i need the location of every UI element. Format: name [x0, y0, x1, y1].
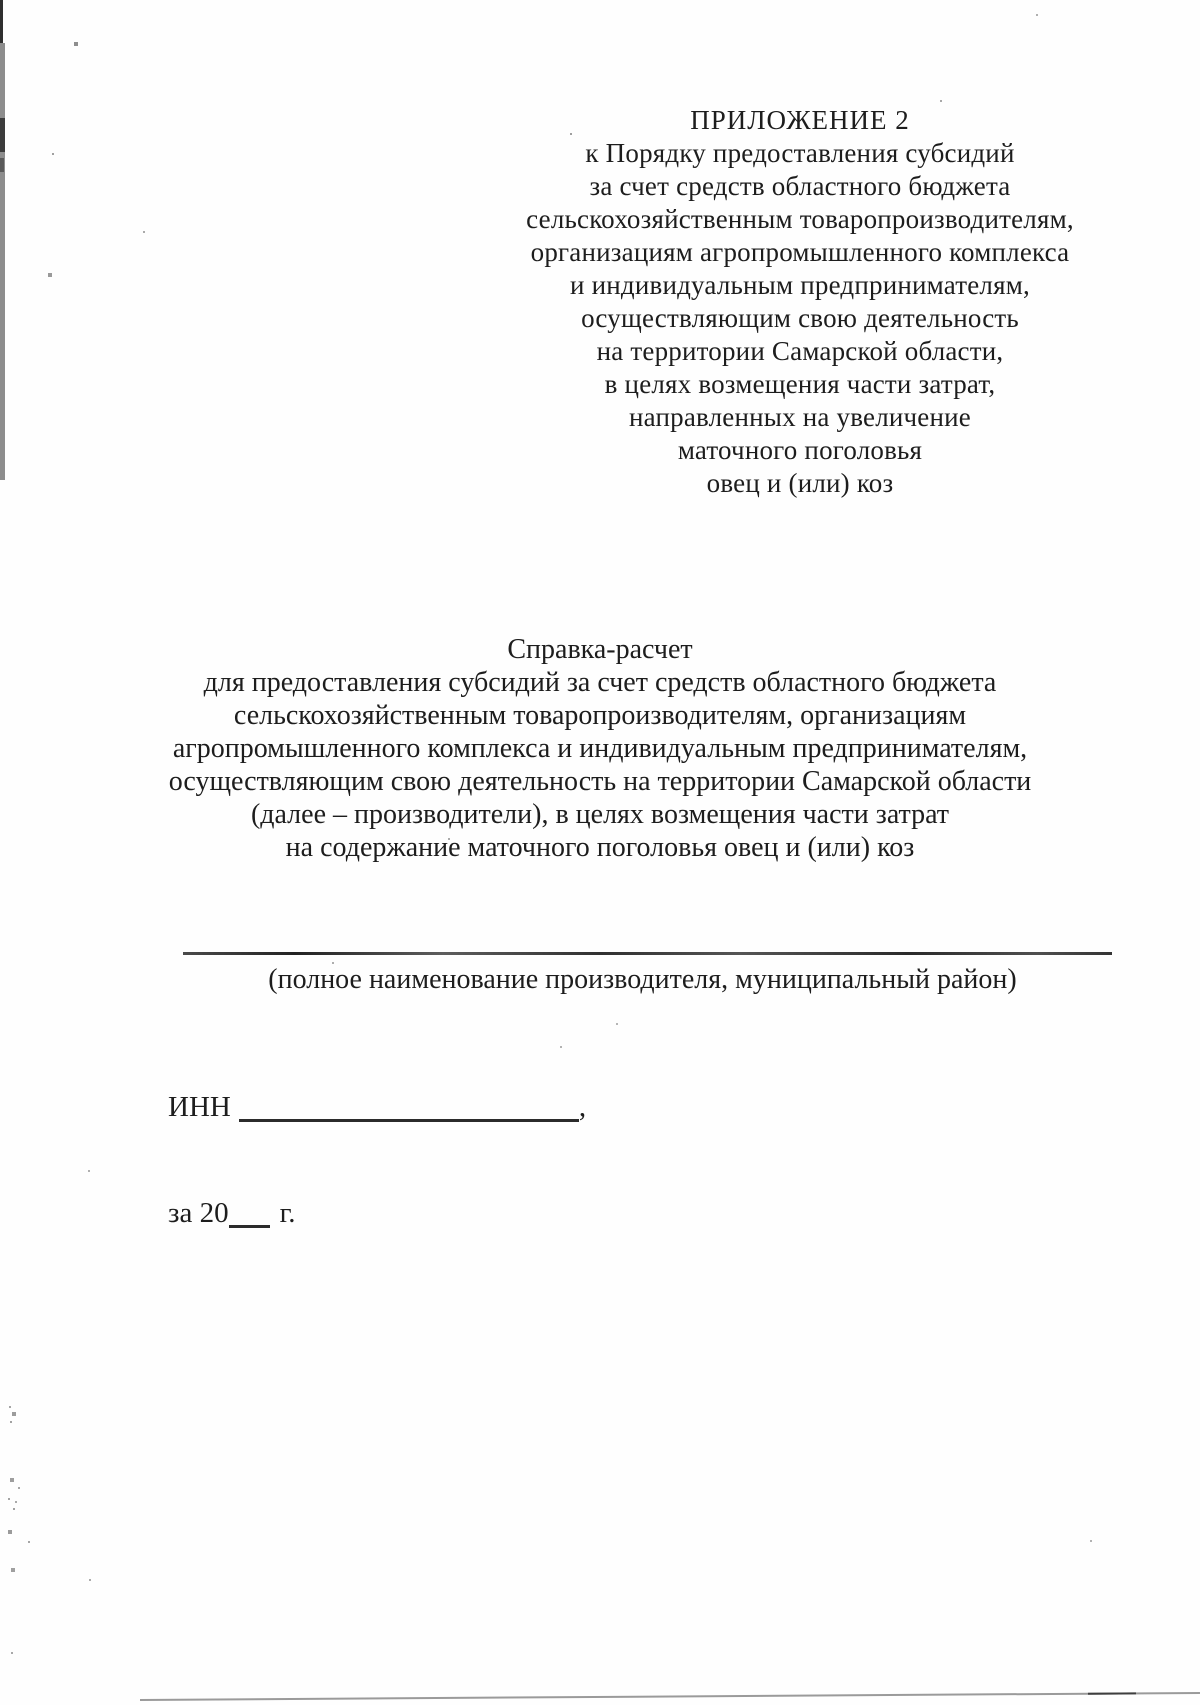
appendix-line: овец и (или) коз: [706, 468, 894, 498]
appendix-line: ПРИЛОЖЕНИЕ 2: [690, 105, 910, 135]
inn-row: [168, 1091, 586, 1124]
appendix-line: маточного поголовья: [677, 435, 923, 465]
document-title-line: сельскохозяйственным товаропроизводителям, организациям: [233, 700, 967, 731]
scan-artifact-left-edge-top: [0, 0, 3, 43]
document-title-line: на содержание маточного поголовья овец и (или) коз: [285, 832, 915, 863]
year-prefix: за 20: [168, 1197, 229, 1229]
producer-name-blank-line: [183, 952, 1112, 955]
scan-noise-specks: [0, 0, 2, 2]
scan-artifact-left-edge-strip: [0, 43, 5, 480]
document-title-line: агропромышленного комплекса и индивидуальным предпринимателям,: [172, 733, 1028, 764]
producer-caption: (полное наименование производителя, муниципальный район): [268, 964, 1017, 995]
document-title-line: осуществляющим свою деятельность на территории Самарской области: [168, 766, 1032, 797]
appendix-line: осуществляющим свою деятельность: [581, 303, 1019, 333]
appendix-header-block: [500, 104, 1100, 500]
document-title-line: для предоставления субсидий за счет средств областного бюджета: [203, 667, 997, 698]
appendix-line: сельскохозяйственным товаропроизводителям,: [526, 204, 1074, 234]
appendix-line: организациям агропромышленного комплекса: [530, 237, 1070, 267]
document-title-line: Справка-расчет: [507, 634, 693, 665]
appendix-line: в целях возмещения части затрат,: [604, 369, 996, 399]
appendix-line: направленных на увеличение: [629, 402, 971, 432]
scan-artifact-bottom-edge: [140, 1692, 1200, 1701]
document-title-line: (далее – производители), в целях возмещения части затрат: [250, 799, 950, 830]
inn-label: ИНН: [168, 1091, 231, 1123]
year-blank-field: [229, 1219, 270, 1228]
year-suffix: г.: [279, 1197, 296, 1229]
year-row: [168, 1197, 295, 1230]
appendix-line: на территории Самарской области,: [596, 336, 1004, 366]
scan-artifact-left-edge-dark: [0, 118, 5, 152]
appendix-line: и индивидуальным предпринимателям,: [570, 270, 1030, 300]
scan-artifact-bottom-edge-dark-segment: [1088, 1692, 1136, 1694]
inn-blank-field: [239, 1113, 579, 1122]
appendix-line: за счет средств областного бюджета: [589, 171, 1011, 201]
scan-artifact-left-edge-dark: [0, 158, 4, 172]
document-title-block: [140, 633, 1060, 864]
inn-comma: ,: [578, 1091, 587, 1123]
appendix-line: к Порядку предоставления субсидий: [585, 138, 1015, 168]
